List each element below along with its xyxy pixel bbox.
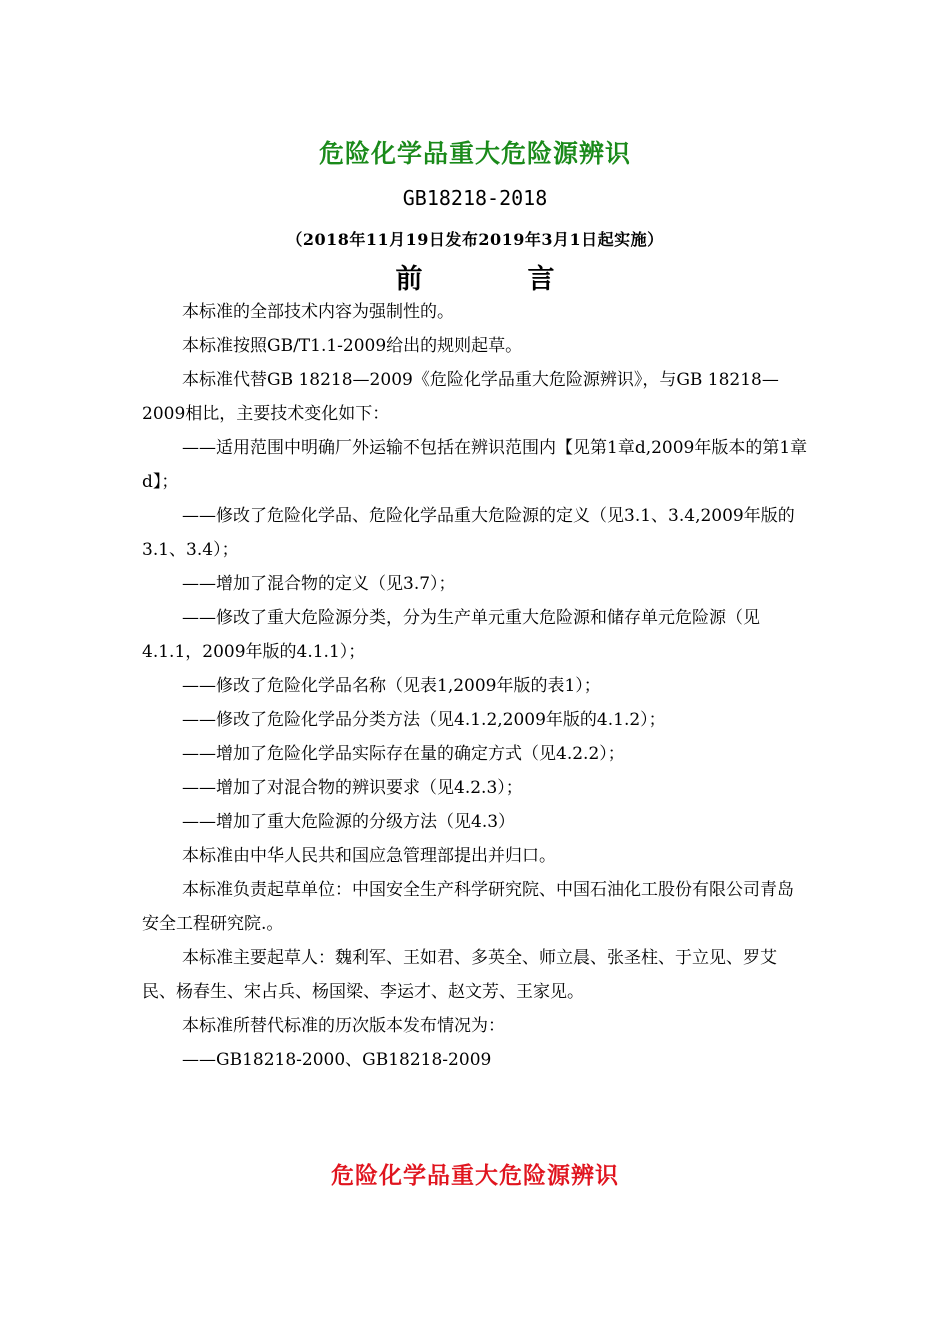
preface-body — [142, 295, 810, 1077]
change-item: ——增加了对混合物的辨识要求（见4.2.3）； — [182, 778, 523, 798]
change-item: ——修改了危险化学品、危险化学品重大危险源的定义（见3.1、3.4,2009年版的3.1、3.4）； — [142, 506, 795, 560]
change-item: ——修改了危险化学品名称（见表1,2009年版的表1）； — [182, 676, 601, 696]
paragraph: 本标准由中华人民共和国应急管理部提出并归口。 — [182, 846, 556, 866]
paragraph: 本标准负责起草单位：中国安全生产科学研究院、中国石油化工股份有限公司青岛安全工程研究院.。 — [142, 880, 794, 934]
change-item: ——修改了重大危险源分类，分为生产单元重大危险源和储存单元危险源（见4.1.1，2009年版的4.1.1）； — [142, 608, 760, 662]
preface-char-1: 前 — [395, 264, 423, 295]
change-item: ——修改了危险化学品分类方法（见4.1.2,2009年版的4.1.2）； — [182, 710, 666, 730]
change-item: ——GB18218-2000、GB18218-2009 — [182, 1050, 492, 1070]
paragraph: 本标准的全部技术内容为强制性的。 — [182, 302, 454, 322]
change-item: ——增加了危险化学品实际存在量的确定方式（见4.2.2）； — [182, 744, 625, 764]
section-title: 危险化学品重大危险源辨识 — [331, 1162, 619, 1189]
document-title: 危险化学品重大危险源辨识 — [318, 139, 631, 168]
preface-char-2: 言 — [527, 264, 555, 295]
paragraph: 本标准主要起草人：魏利军、王如君、多英全、师立晨、张圣柱、于立见、罗艾民、杨春生、宋占兵、杨国梁、李运才、赵文芳、王家见。 — [142, 948, 777, 1002]
change-item: ——增加了重大危险源的分级方法（见4.3） — [182, 812, 516, 832]
paragraph: 本标准所替代标准的历次版本发布情况为： — [182, 1016, 505, 1036]
issue-date-line: （2018年11月19日发布2019年3月1日起实施） — [286, 230, 664, 249]
paragraph: 本标准代替GB 18218—2009《危险化学品重大危险源辨识》，与GB 18218—2009相比，主要技术变化如下： — [142, 370, 779, 424]
standard-code: GB18218-2018 — [402, 186, 548, 210]
preface-heading — [0, 257, 950, 296]
paragraph: 本标准按照GB/T1.1-2009给出的规则起草。 — [182, 336, 523, 356]
change-item: ——适用范围中明确厂外运输不包括在辨识范围内【见第1章d,2009年版本的第1章d】； — [142, 438, 808, 492]
change-item: ——增加了混合物的定义（见3.7）； — [182, 574, 456, 594]
